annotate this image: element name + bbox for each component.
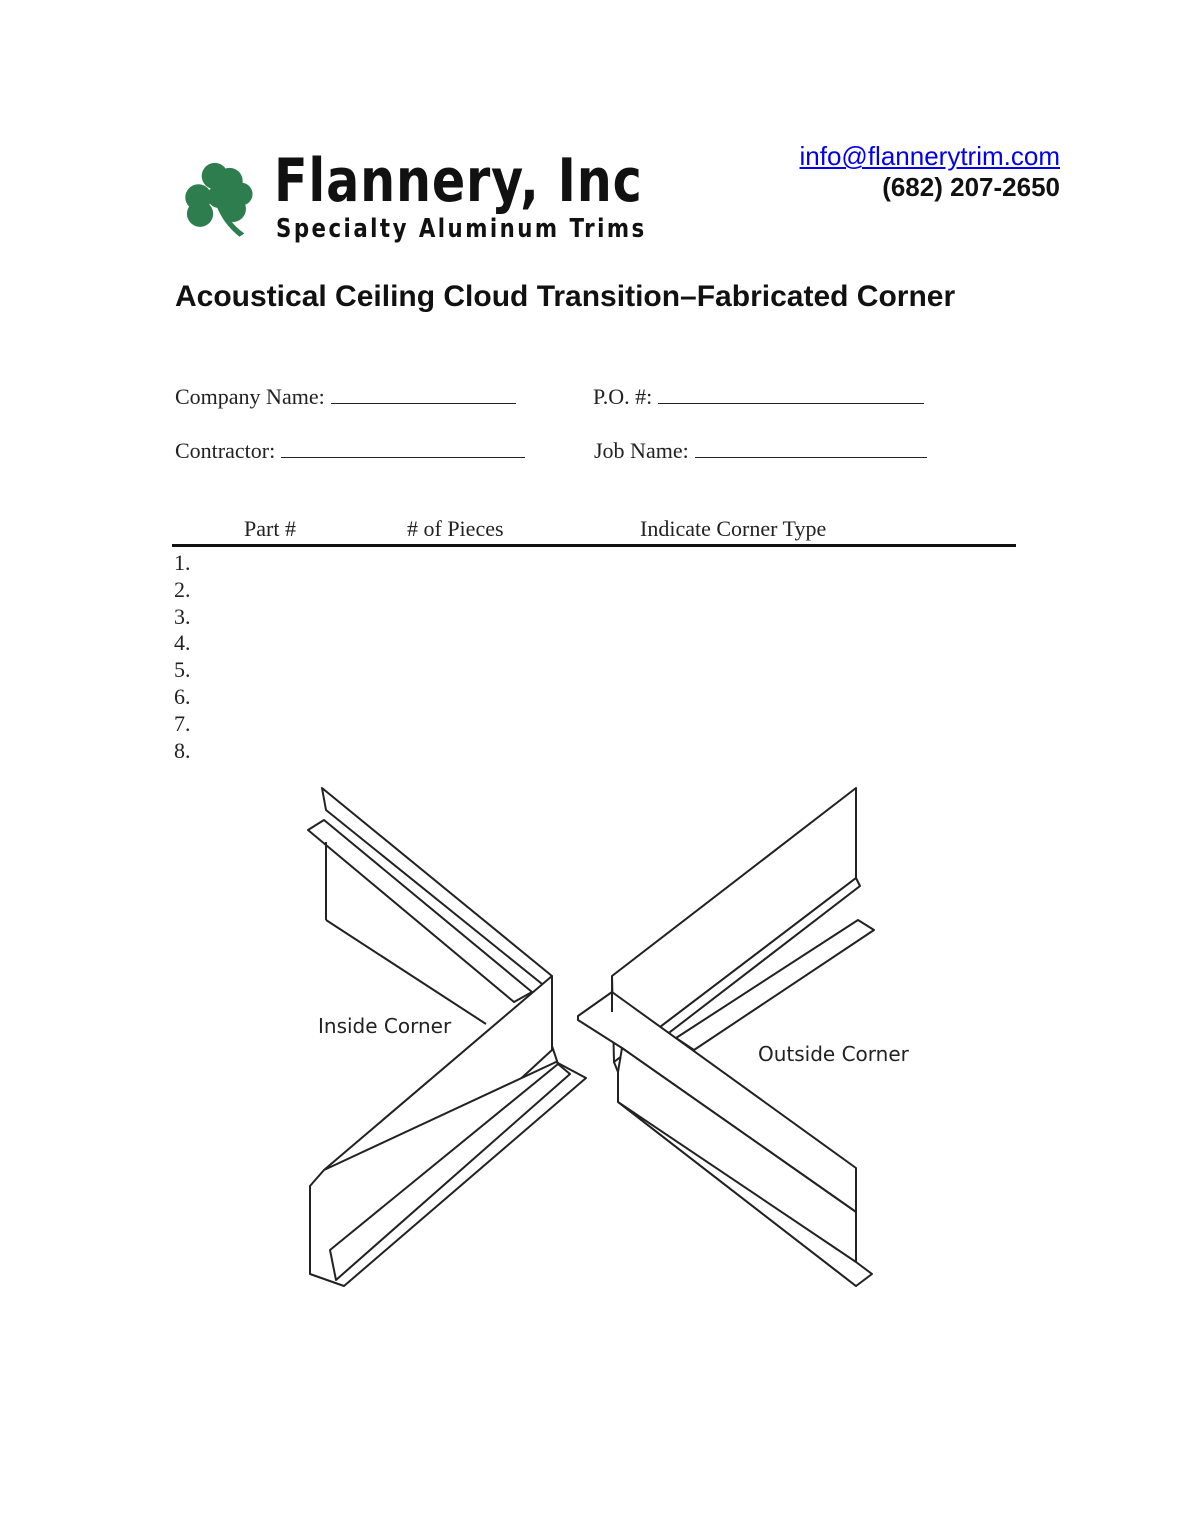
table-header-rule (172, 544, 1016, 547)
contact-block (800, 140, 1060, 202)
company-name-field[interactable] (175, 384, 516, 410)
table-row[interactable]: 1. (174, 550, 191, 575)
contractor-label: Contractor: (175, 438, 276, 463)
company-name: Flannery, Inc (274, 146, 643, 216)
po-number-blank[interactable] (658, 385, 924, 404)
contractor-field[interactable] (175, 438, 525, 464)
company-name-label: Company Name: (175, 384, 325, 409)
table-row[interactable]: 8. (174, 737, 191, 763)
table-row[interactable]: 3. (174, 603, 191, 629)
po-number-field[interactable] (593, 384, 924, 410)
table-row[interactable]: 2. (174, 576, 191, 602)
column-header-corner-type: Indicate Corner Type (640, 516, 827, 541)
job-name-field[interactable] (594, 438, 927, 464)
inside-corner-label: Inside Corner (318, 1014, 452, 1038)
column-header-pieces: # of Pieces (407, 516, 504, 541)
column-header-part: Part # (244, 516, 296, 541)
corner-diagram (300, 780, 940, 1300)
shamrock-icon (182, 158, 264, 240)
job-name-label: Job Name: (594, 438, 689, 463)
job-name-blank[interactable] (695, 439, 927, 458)
company-logo (182, 146, 662, 250)
company-name-blank[interactable] (331, 385, 516, 404)
table-row[interactable]: 4. (174, 630, 191, 656)
phone-number: (682) 207-2650 (882, 172, 1060, 202)
document-title: Acoustical Ceiling Cloud Transition–Fabricated Corner (175, 280, 956, 313)
table-row[interactable]: 7. (174, 710, 191, 736)
inside-corner-upper-arm (322, 788, 552, 992)
contractor-blank[interactable] (281, 439, 525, 458)
outside-corner-label: Outside Corner (758, 1042, 909, 1066)
po-label: P.O. #: (593, 384, 653, 409)
inside-corner-upper-flange (308, 820, 532, 1002)
corner-illustration (300, 780, 940, 1300)
parts-list (174, 550, 191, 764)
email-link[interactable]: info@flannerytrim.com (799, 141, 1060, 171)
company-tagline: Specialty Aluminum Trims (276, 214, 647, 244)
table-row[interactable]: 5. (174, 657, 191, 683)
table-row[interactable]: 6. (174, 683, 191, 709)
